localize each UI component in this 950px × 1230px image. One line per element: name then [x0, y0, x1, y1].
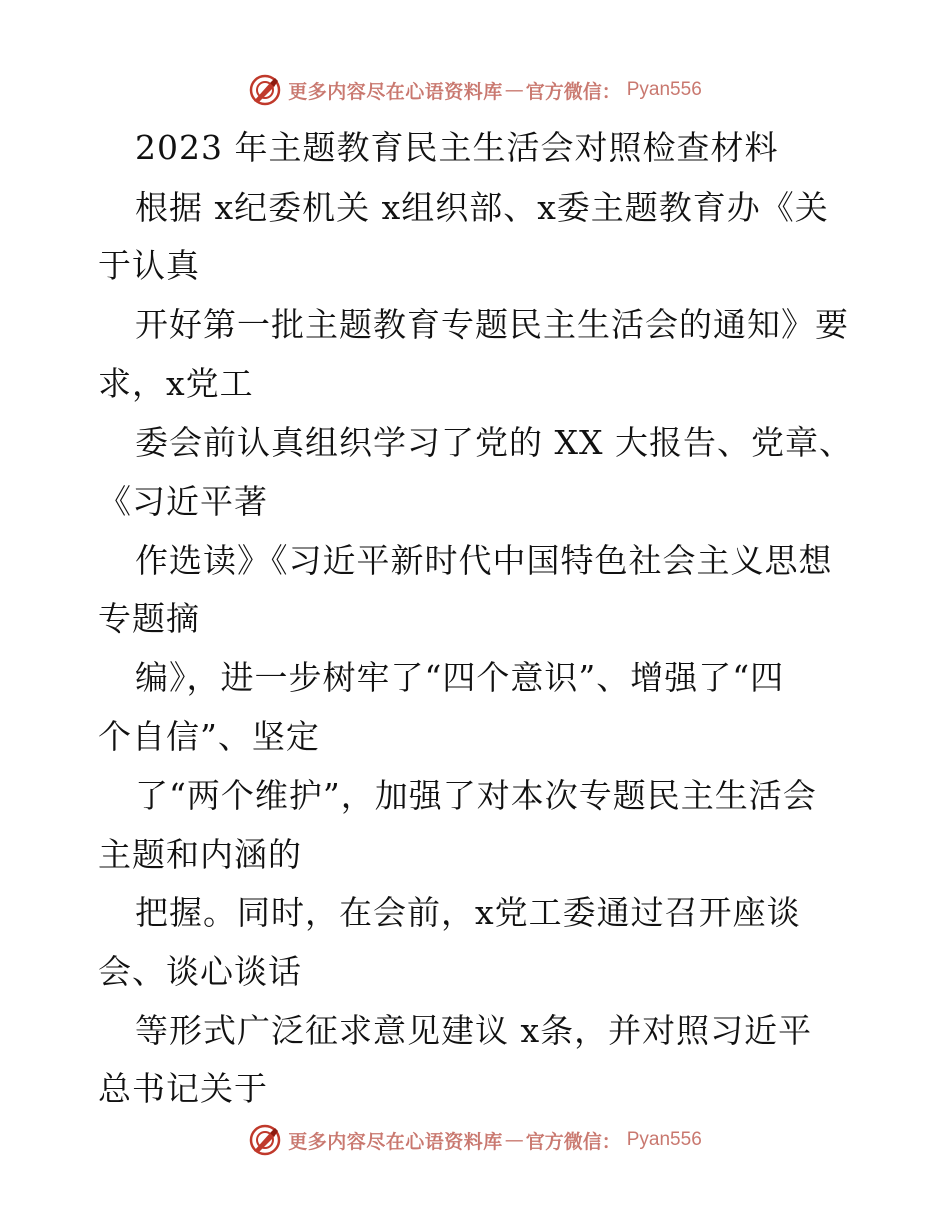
watermark-wechat-id: Pyan556	[626, 1129, 702, 1150]
document-title: 2023 年主题教育民主生活会对照检查材料	[135, 128, 779, 167]
footer-watermark	[0, 1122, 950, 1158]
body-line: 把握。同时，在会前，x党工委通过召开座谈	[135, 893, 801, 932]
header-watermark	[0, 72, 950, 108]
body-line: 了“两个维护”，加强了对本次专题民主生活会	[135, 776, 817, 815]
body-line: 个自信”、坚定	[98, 717, 320, 756]
watermark-wechat-label: 官方微信：	[525, 1130, 621, 1153]
watermark-text: 更多内容尽在心语资料库	[288, 1130, 503, 1153]
seal-logo-icon	[248, 73, 282, 107]
body-line: 总书记关于	[98, 1069, 268, 1108]
body-line: 主题和内涵的	[98, 835, 302, 874]
body-line: 开好第一批主题教育专题民主生活会的通知》要	[135, 305, 849, 344]
watermark-dash: —	[504, 1129, 524, 1151]
body-line: 于认真	[98, 246, 200, 285]
watermark-dash: —	[504, 79, 524, 101]
watermark-wechat-label: 官方微信：	[525, 80, 621, 103]
seal-logo-icon	[248, 1123, 282, 1157]
body-line: 会、谈心谈话	[98, 952, 302, 991]
body-line: 《习近平著	[98, 482, 268, 521]
body-line: 编》，进一步树牢了“四个意识”、增强了“四	[135, 658, 785, 697]
body-line: 专题摘	[98, 599, 200, 638]
watermark-wechat-id: Pyan556	[626, 79, 702, 100]
body-line: 求，x党工	[98, 364, 254, 403]
body-line: 根据 x纪委机关 x组织部、x委主题教育办《关	[135, 188, 829, 227]
body-line: 等形式广泛征求意见建议 x条，并对照习近平	[135, 1011, 813, 1050]
body-line: 作选读》《习近平新时代中国特色社会主义思想	[135, 541, 833, 580]
watermark-text: 更多内容尽在心语资料库	[288, 80, 503, 103]
body-line: 委会前认真组织学习了党的 XX 大报告、党章、	[135, 423, 853, 462]
